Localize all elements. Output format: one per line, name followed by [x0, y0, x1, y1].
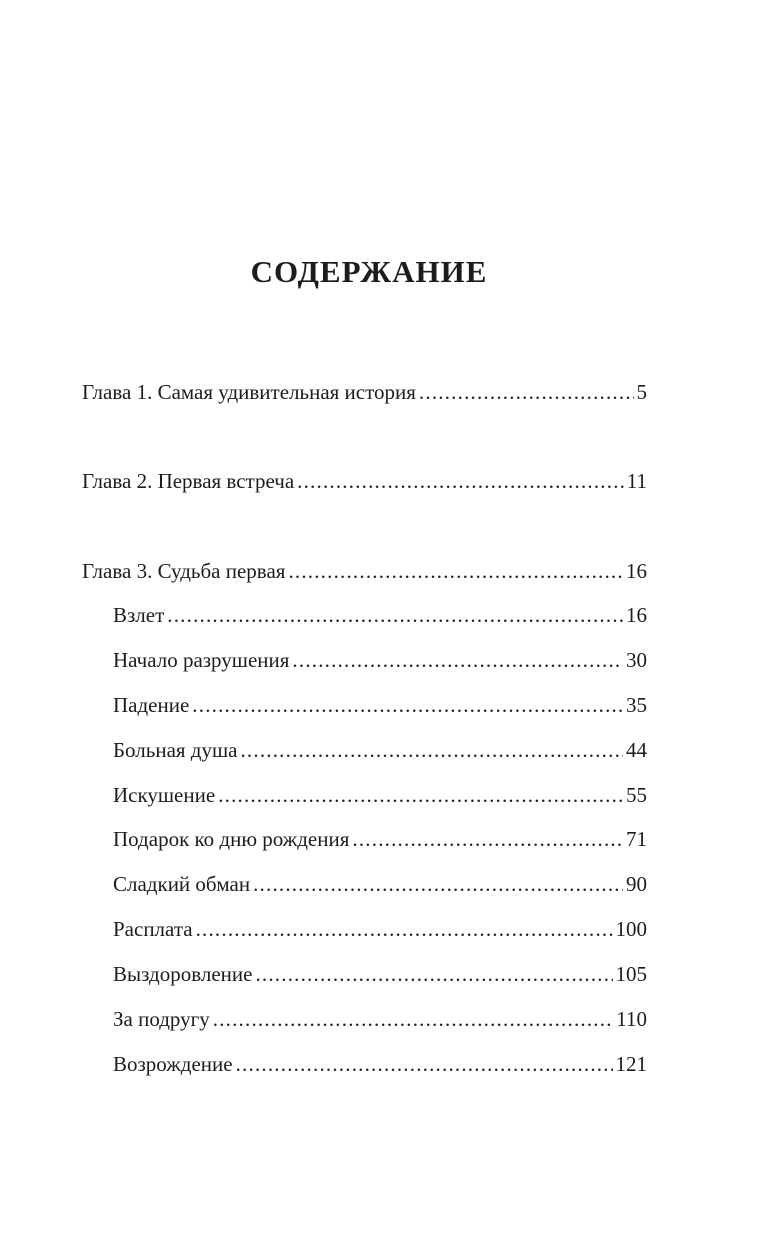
dot-leader: [255, 959, 612, 989]
toc-entry-section[interactable]: [113, 690, 647, 720]
toc-entry-page: 5: [636, 380, 647, 404]
toc-entry-page: 11: [626, 469, 647, 493]
toc-entry-page: 16: [626, 559, 647, 583]
toc-entry-section[interactable]: [113, 780, 647, 810]
toc-entry-section[interactable]: [113, 1049, 647, 1079]
toc-entry-page: 71: [626, 827, 647, 851]
toc-entry-section[interactable]: [113, 1004, 647, 1034]
toc-entry-label: Больная душа: [113, 738, 238, 762]
page-title: СОДЕРЖАНИЕ: [250, 254, 488, 289]
toc-entry-section[interactable]: [113, 959, 647, 989]
dot-leader: [292, 645, 623, 675]
toc-entry-page: 105: [615, 962, 647, 986]
toc-entry-page: 90: [626, 872, 647, 896]
toc-entry-label: Глава 1. Самая удивительная история: [82, 380, 416, 404]
toc-entry-page: 55: [626, 783, 647, 807]
dot-leader: [352, 824, 623, 854]
toc-entry-section[interactable]: [113, 824, 647, 854]
toc-entry-label: Взлет: [113, 603, 165, 627]
toc-entry-section[interactable]: [113, 735, 647, 765]
toc-entry-label: Подарок ко дню рождения: [113, 827, 350, 851]
toc-entry-label: Искушение: [113, 783, 216, 807]
toc-entry-page: 30: [626, 648, 647, 672]
toc-entry-label: Расплата: [113, 917, 193, 941]
toc-entry-section[interactable]: [113, 914, 647, 944]
toc-entry-page: 44: [626, 738, 647, 762]
toc-entry-label: Глава 2. Первая встреча: [82, 469, 295, 493]
dot-leader: [167, 600, 623, 630]
toc-entry-label: Выздоровление: [113, 962, 253, 986]
toc-entry-page: 100: [615, 917, 647, 941]
dot-leader: [240, 735, 623, 765]
toc-entry-page: 121: [615, 1052, 647, 1076]
toc-entry-chapter-1[interactable]: [82, 377, 647, 407]
toc-entry-label: Возрождение: [113, 1052, 233, 1076]
toc-entry-label: Начало разрушения: [113, 648, 290, 672]
toc-entry-page: 16: [626, 603, 647, 627]
dot-leader: [297, 466, 624, 496]
toc-entry-section[interactable]: [113, 600, 647, 630]
toc-entry-label: За подругу: [113, 1007, 210, 1031]
dot-leader: [253, 869, 623, 899]
toc-entry-label: Сладкий обман: [113, 872, 251, 896]
toc-entry-page: 35: [626, 693, 647, 717]
dot-leader: [288, 556, 623, 586]
toc-entry-section[interactable]: [113, 645, 647, 675]
toc-entry-chapter-3[interactable]: [82, 556, 647, 586]
dot-leader: [236, 1049, 613, 1079]
toc-entry-label: Глава 3. Судьба первая: [82, 559, 286, 583]
toc-entry-label: Падение: [113, 693, 190, 717]
dot-leader: [218, 780, 623, 810]
toc-entry-chapter-2[interactable]: [82, 466, 647, 496]
toc-entry-section[interactable]: [113, 869, 647, 899]
dot-leader: [213, 1004, 614, 1034]
dot-leader: [192, 690, 623, 720]
dot-leader: [419, 377, 634, 407]
toc-entry-page: 110: [616, 1007, 647, 1031]
dot-leader: [196, 914, 613, 944]
